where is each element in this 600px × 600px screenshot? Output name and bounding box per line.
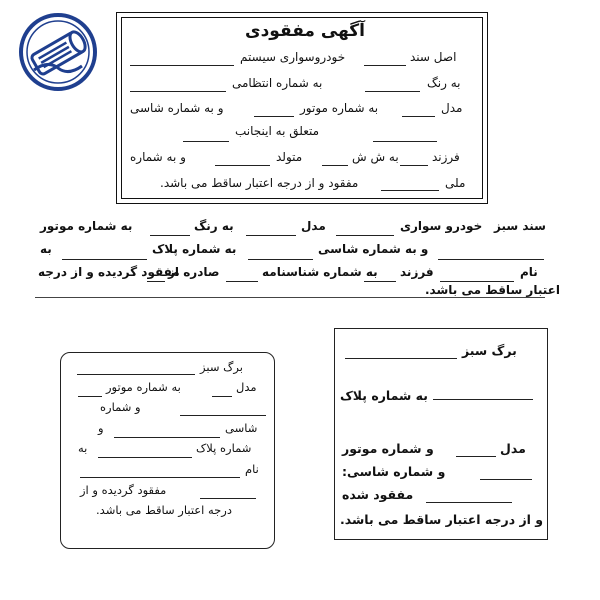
blank — [62, 259, 147, 260]
notice4-l3-a: مدل — [500, 441, 526, 456]
notice2-r3-c: به شماره شناسنامه — [262, 265, 378, 279]
blank — [183, 141, 229, 142]
blank — [480, 479, 532, 480]
notice2-r3-a: نام — [520, 265, 538, 279]
notice1-line2-b: به شماره انتظامی — [232, 76, 323, 90]
blank — [336, 235, 394, 236]
blank — [248, 259, 313, 260]
notice2-r3-b: فرزند — [400, 265, 434, 279]
notice1-line5-c: متولد — [276, 150, 303, 164]
notice3-l7: مفقود گردیده و از — [80, 483, 167, 497]
notice1-line1-b: خودروسواری سیستم — [240, 50, 346, 64]
notice4-l1: برگ سبز — [462, 343, 517, 358]
notice2-r3-e: مفقود گردیده و از درجه — [38, 265, 180, 279]
notice2-r1-c: مدل — [301, 219, 326, 233]
notice3-l8: درجه اعتبار ساقط می باشد. — [96, 503, 232, 517]
notice1-line3-b: به شماره موتور — [300, 101, 379, 115]
blank — [200, 498, 256, 499]
notice1-line5-d: و به شماره — [130, 150, 186, 164]
notice1-line4-a: متعلق به اینجانب — [235, 124, 320, 138]
notice2-r1-e: به شماره موتور — [40, 219, 133, 233]
blank — [438, 259, 544, 260]
blank — [226, 281, 258, 282]
notice2-r2-a: و به شماره شاسی — [318, 242, 429, 256]
blank — [400, 165, 428, 166]
notice4-l4: و شماره شاسی: — [342, 464, 446, 479]
blank — [381, 190, 439, 191]
blank — [215, 165, 270, 166]
notice1-line6-a: ملی — [445, 176, 466, 190]
blank — [130, 65, 234, 66]
blank — [440, 281, 514, 282]
notice3-l6: نام — [245, 462, 259, 476]
blank — [426, 502, 512, 503]
blank — [322, 165, 348, 166]
blank — [345, 358, 457, 359]
notice1-line3-c: و به شماره شاسی — [130, 101, 224, 115]
blank — [365, 91, 420, 92]
notice3-l3: و شماره — [100, 400, 141, 414]
notice3-l2-a: مدل — [236, 380, 257, 394]
notice2-r1-a: سند سبز — [494, 219, 546, 233]
notice2-r1-b: خودرو سواری — [400, 219, 483, 233]
notice2-r2-c: به — [40, 242, 52, 256]
blank — [98, 457, 192, 458]
notice3-l5-a: شماره پلاک — [196, 441, 252, 455]
blank — [80, 477, 240, 478]
notice3-l4: شاسی — [225, 421, 258, 435]
notice1-line1-a: اصل سند — [410, 50, 457, 64]
blank — [364, 281, 396, 282]
notice2-r4-a: اعتبار ساقط می باشد. — [425, 283, 560, 297]
notice1-line3-a: مدل — [441, 101, 463, 115]
notice3-l4-b: و — [98, 421, 104, 435]
notice4-l3-b: و شماره موتور — [342, 441, 434, 456]
notice3-l1: برگ سبز — [200, 360, 243, 374]
notice1-line5-b: به ش ش — [352, 150, 399, 164]
notice1-line5-a: فرزند — [432, 150, 460, 164]
blank — [114, 437, 220, 438]
notice1-title: آگهی مفقودی — [245, 21, 366, 41]
blank — [433, 399, 533, 400]
notice4-l5: مفقود شده — [342, 487, 414, 502]
notice4-l2: به شماره پلاک — [340, 388, 428, 403]
blank — [77, 374, 195, 375]
blank — [130, 91, 226, 92]
notice3-l2-b: به شماره موتور — [106, 380, 181, 394]
notice1-line6-b: مفقود و از درجه اعتبار ساقط می باشد. — [160, 176, 359, 190]
notice4-frame — [334, 328, 548, 540]
blank — [78, 396, 102, 397]
notice4-l6: و از درجه اعتبار ساقط می باشد. — [340, 512, 544, 527]
notice2-r1-d: به رنگ — [194, 219, 234, 233]
notice2-r2-b: به شماره پلاک — [152, 242, 237, 256]
blank — [150, 235, 190, 236]
blank — [212, 396, 232, 397]
notice3-l5-b: به — [78, 441, 88, 455]
blank — [373, 141, 437, 142]
blank — [254, 116, 294, 117]
blank — [147, 281, 165, 282]
newspaper-logo-icon — [18, 12, 98, 92]
blank — [364, 65, 406, 66]
divider — [35, 297, 545, 298]
blank — [246, 235, 296, 236]
notice2-r3-d: صادره از — [168, 265, 220, 279]
notice1-line2-a: به رنگ — [427, 76, 461, 90]
blank — [402, 116, 435, 117]
blank — [456, 456, 496, 457]
blank — [180, 415, 266, 416]
